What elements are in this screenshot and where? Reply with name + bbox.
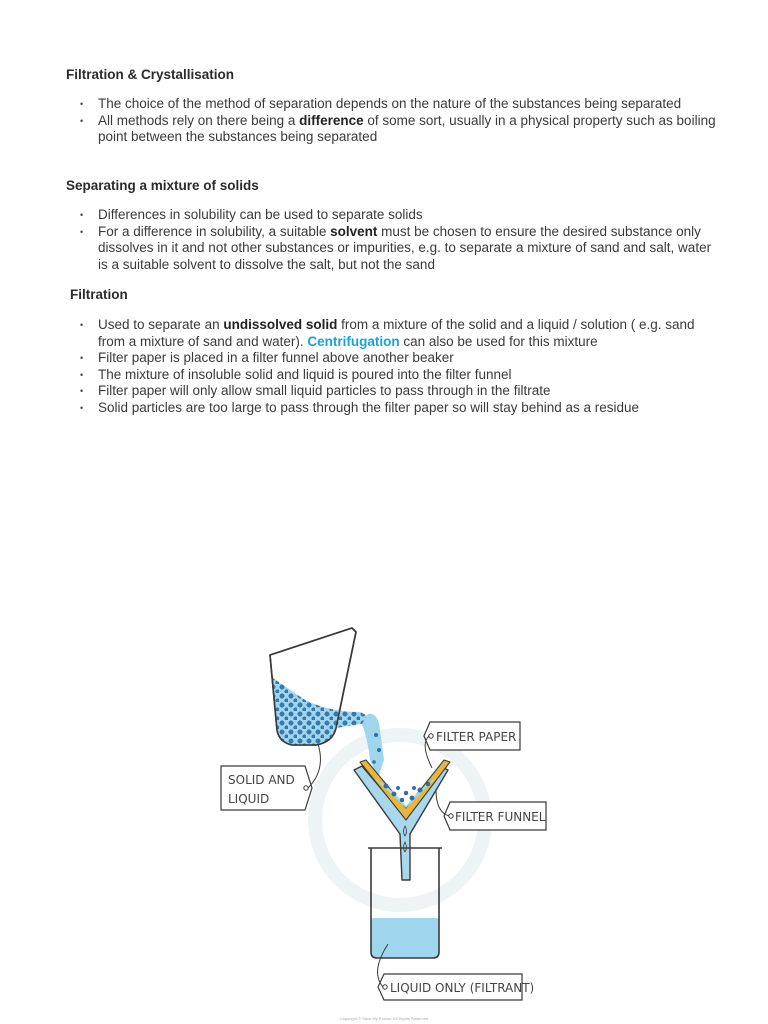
bullet-text: The mixture of insoluble solid and liquid is poured into the filter funnel (98, 366, 512, 382)
label-solid-and-liquid (221, 744, 320, 810)
bullet-text: Filter paper is placed in a filter funnel above another beaker (98, 350, 454, 365)
label-filter-funnel-text: FILTER FUNNEL (455, 810, 546, 824)
bullet-text: All methods rely on there being a (98, 112, 300, 128)
list-item (80, 224, 720, 274)
bullet-text: Filter paper will only allow small liquid particles to pass through in the filtrate (98, 383, 551, 398)
drop (404, 826, 407, 836)
bullet-text: must be chosen to ensure the desired substance only dissolves in it and not other substances or impurities, e.g. to separate a mixture of sand and salt, water is a suitable solvent to dissolve the salt, but not the sand (98, 223, 712, 272)
list-item (80, 113, 720, 146)
bullet-list (80, 317, 720, 416)
section-heading-separating-solids: Separating a mixture of solids (66, 178, 259, 193)
list-item (80, 207, 720, 224)
list-item (80, 367, 720, 384)
highlight-term: Centrifugation (307, 333, 400, 349)
filtration-diagram (0, 600, 768, 1024)
list-item (80, 96, 720, 113)
label-filter-paper (424, 722, 520, 768)
list-item (80, 317, 720, 350)
bullet-text: The choice of the method of separation depends on the nature of the substances being separated (98, 96, 682, 111)
label-liquid-only-text: LIQUID ONLY (FILTRANT) (390, 981, 535, 995)
copyright-text: Copyright © Save My Exams. All Rights Reserved (339, 1016, 429, 1021)
bullet-text: from a mixture of the solid and a liquid / solution ( e.g. sand from a mixture of sand and water). (98, 317, 695, 349)
list-item (80, 400, 720, 417)
bullet-list (80, 96, 720, 146)
label-filter-paper-text: FILTER PAPER (436, 730, 517, 744)
drop (404, 842, 407, 852)
bold-term: undissolved solid (223, 317, 338, 332)
bullet-text: Differences in solubility can be used to separate solids (98, 207, 423, 222)
bold-term: solvent (330, 223, 378, 239)
list-item (80, 350, 720, 367)
label-solid-and-liquid-line2: LIQUID (228, 792, 270, 806)
label-solid-and-liquid-line1: SOLID AND (228, 773, 295, 787)
section-heading-filtration: Filtration (70, 287, 128, 302)
list-item (80, 383, 720, 400)
pouring-beaker (270, 628, 374, 745)
bullet-text: Used to separate an (98, 317, 224, 332)
bullet-text: Solid particles are too large to pass through the filter paper so will stay behind as a residue (98, 399, 640, 415)
bullet-text: For a difference in solubility, a suitable (98, 223, 331, 239)
bold-term: difference (299, 112, 364, 128)
bullet-text: can also be used for this mixture (399, 333, 598, 349)
section-heading-filtration-crystallisation: Filtration & Crystallisation (66, 67, 235, 82)
bullet-list (80, 207, 720, 273)
bullet-text: of some sort, usually in a physical property such as boiling point between the substances being separated (98, 112, 716, 144)
label-filter-funnel (436, 790, 546, 830)
